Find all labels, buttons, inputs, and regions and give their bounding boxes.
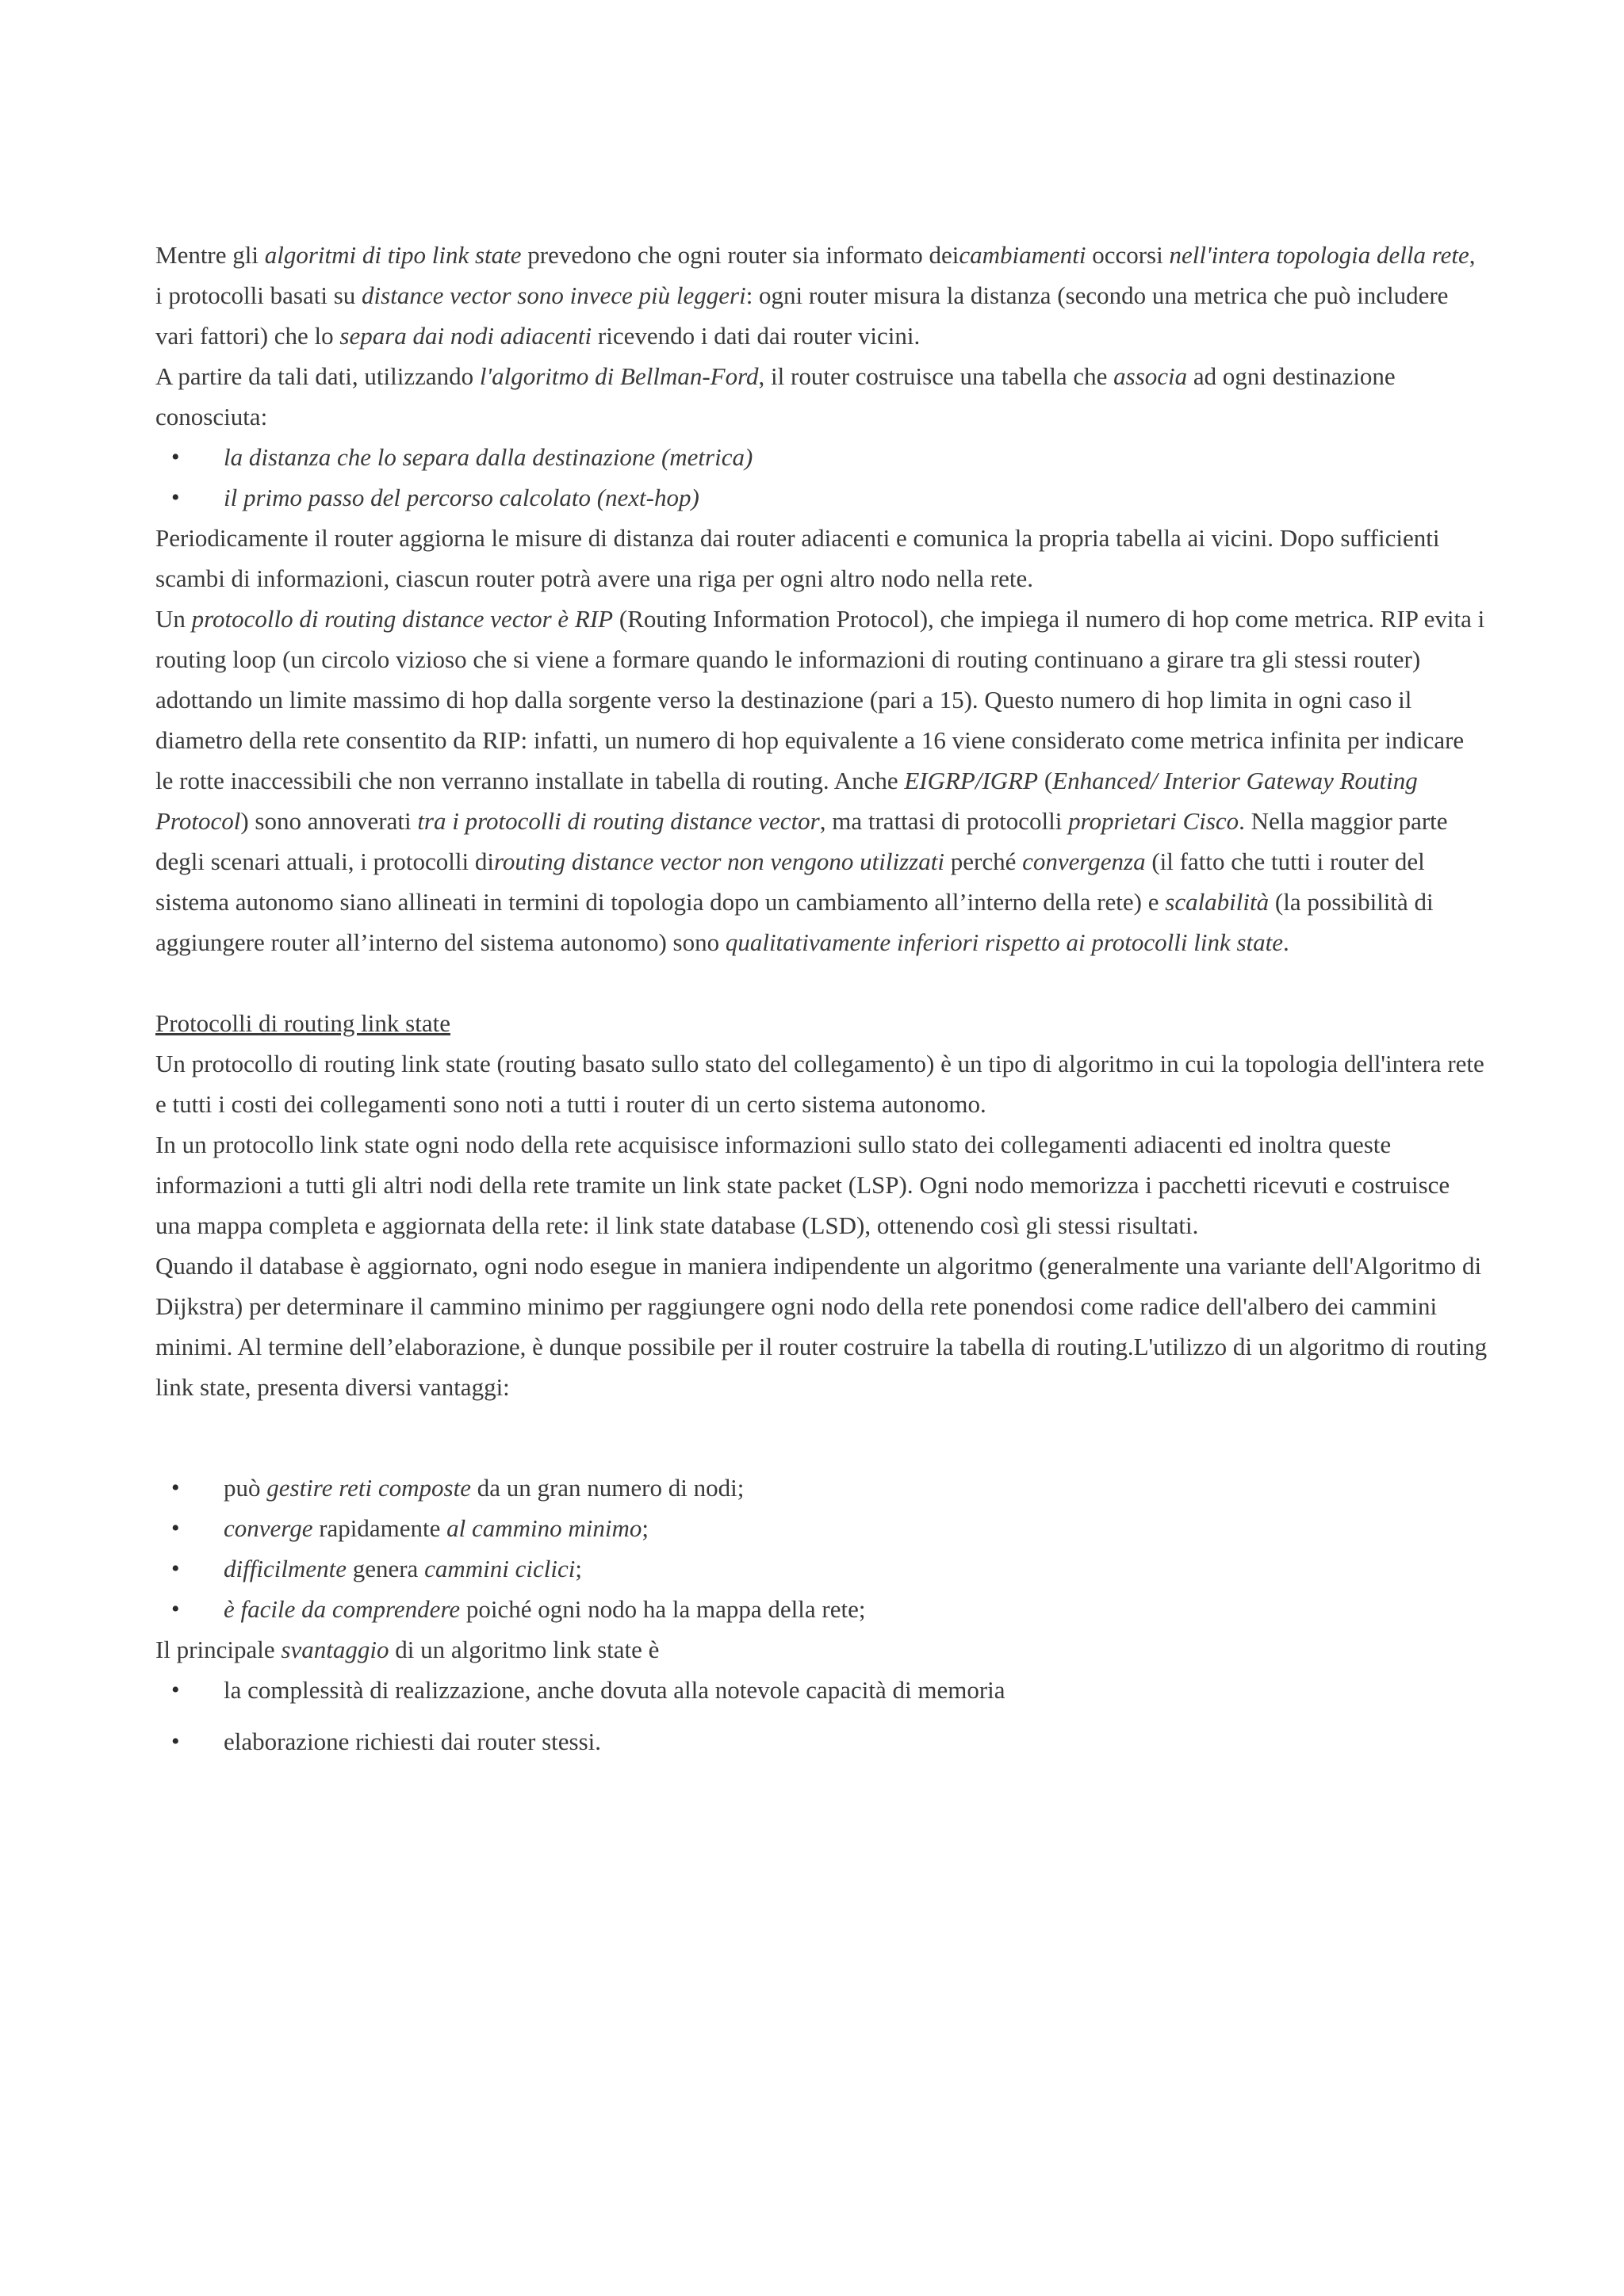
list-item	[155, 1468, 1488, 1508]
text-run: associa	[1113, 362, 1188, 390]
text-run: poiché ogni nodo ha la mappa della rete;	[460, 1595, 866, 1623]
text-run: svantaggio	[281, 1636, 389, 1663]
paragraph-bellman-ford	[155, 356, 1488, 437]
text-run: tra i protocolli di routing distance vector	[417, 807, 820, 835]
text-run: routing distance vector non vengono utilizzati	[494, 848, 944, 875]
text-run: algoritmi di tipo link state	[264, 241, 522, 269]
text-run: A partire da tali dati, utilizzando	[155, 362, 480, 390]
paragraph-link-state-packet	[155, 1124, 1488, 1246]
text-run: (	[1038, 767, 1053, 794]
text-run: può	[224, 1474, 267, 1502]
text-run: Enhanced/ Interior Gateway Routing Protocol	[155, 767, 1418, 835]
text-run: EIGRP/IGRP	[904, 767, 1039, 794]
text-run: difficilmente	[224, 1555, 347, 1582]
text-run: perché	[944, 848, 1023, 875]
list-item	[155, 1721, 1488, 1762]
text-run: : ogni router misura la distanza (secondo una metrica che può includere vari fattori) che lo	[155, 281, 1449, 350]
text-run: Quando il database è aggiornato, ogni nodo esegue in maniera indipendente un algoritmo (generalmente una variante dell'Algoritmo di Dijkstra) per determinare il cammino minimo per raggiungere ogni nodo della rete ponendosi come radice dell'albero dei cammini minimi. Al termine dell’elaborazione, è dunque possibile per il router costruire la tabella di routing.L'utilizzo di un algoritmo di routing link state, presenta diversi vantaggi:	[155, 1252, 1488, 1401]
text-run: elaborazione richiesti dai router stessi.	[224, 1728, 602, 1755]
text-run: cammini ciclici	[424, 1555, 576, 1582]
text-run: la distanza che lo separa dalla destinazione (metrica)	[224, 443, 753, 471]
text-run: Un	[155, 605, 192, 633]
text-run: Il principale	[155, 1636, 282, 1663]
list-item	[155, 1589, 1488, 1629]
text-run: , ma trattasi di protocolli	[819, 807, 1069, 835]
text-run: ) sono annoverati	[240, 807, 418, 835]
text-run: . Nella maggior parte degli scenari attuali, i protocolli di	[155, 807, 1448, 875]
text-run: prevedono che ogni router sia informato dei	[521, 241, 959, 269]
paragraph-disadvantage	[155, 1629, 1488, 1670]
text-run: Un protocollo di routing link state (routing basato sullo stato del collegamento) è un tipo di algoritmo in cui la topologia dell'intera rete e tutti i costi dei collegamenti sono noti a tutti i router di un certo sistema autonomo.	[155, 1050, 1484, 1118]
list-item	[155, 1548, 1488, 1589]
list-table-entries	[155, 437, 1488, 518]
section-heading-link-state: Protocolli di routing link state	[155, 1009, 450, 1037]
list-advantages	[155, 1468, 1488, 1629]
text-run: ad ogni destinazione conosciuta:	[155, 362, 1396, 430]
text-run: convergenza	[1022, 848, 1146, 875]
text-run: (il fatto che tutti i router del sistema autonomo siano allineati in termini di topologia dopo un cambiamento all’interno della rete) e	[155, 848, 1425, 916]
text-run: nell'intera topologia della rete	[1169, 241, 1469, 269]
text-run: ricevendo i dati dai router vicini.	[592, 322, 921, 350]
text-run: gestire reti composte	[266, 1474, 471, 1502]
text-run: occorsi	[1086, 241, 1170, 269]
text-run: ;	[642, 1514, 649, 1542]
list-item	[155, 1508, 1488, 1548]
text-run: rapidamente	[312, 1514, 447, 1542]
text-run: converge	[224, 1514, 313, 1542]
text-run: cambiamenti	[959, 241, 1086, 269]
text-run: separa dai nodi adiacenti	[339, 322, 592, 350]
text-run: Periodicamente il router aggiorna le misure di distanza dai router adiacenti e comunica la propria tabella ai vicini. Dopo sufficienti scambi di informazioni, ciascun router potrà avere una riga per ogni altro nodo nella rete.	[155, 524, 1440, 592]
spacer	[155, 1407, 1488, 1468]
text-run: da un gran numero di nodi;	[470, 1474, 745, 1502]
text-run: In un protocollo link state ogni nodo della rete acquisisce informazioni sullo stato dei collegamenti adiacenti ed inoltra queste informazioni a tutti gli altri nodi della rete tramite un link state packet (LSP). Ogni nodo memorizza i pacchetti ricevuti e costruisce una mappa completa e aggiornata della rete: il link state database (LSD), ottenendo così gli stessi risultati.	[155, 1131, 1450, 1239]
text-run: scalabilità	[1165, 888, 1270, 916]
text-run: è facile da comprendere	[224, 1595, 461, 1623]
text-run: la complessità di realizzazione, anche dovuta alla notevole capacità di memoria	[224, 1676, 1005, 1704]
text-run: proprietari Cisco	[1068, 807, 1239, 835]
paragraph-dijkstra	[155, 1246, 1488, 1407]
text-run: (Routing Information Protocol), che impiega il numero di hop come metrica. RIP evita i routing loop (un circolo vizioso che si viene a formare quando le informazioni di routing continuano a girare tra gli stessi router) adottando un limite massimo di hop dalla sorgente verso la destinazione (pari a 15). Questo numero di hop limita in ogni caso il diametro della rete consentito da RIP: infatti, un numero di hop equivalente a 16 viene considerato come metrica infinita per indicare le rotte inaccessibili che non verranno installate in tabella di routing. Anche	[155, 605, 1485, 794]
paragraph-link-state-definition	[155, 1043, 1488, 1124]
paragraph-distance-vector-intro	[155, 235, 1488, 356]
text-run: qualitativamente inferiori rispetto ai protocolli link state	[725, 928, 1284, 956]
list-item	[155, 437, 1488, 477]
text-run: , il router costruisce una tabella che	[758, 362, 1114, 390]
text-run: (la possibilità di aggiungere router all’interno del sistema autonomo) sono	[155, 888, 1434, 956]
document-page	[155, 235, 1488, 1762]
text-run: al cammino minimo	[446, 1514, 642, 1542]
text-run: Mentre gli	[155, 241, 265, 269]
paragraph-rip	[155, 599, 1488, 962]
list-item	[155, 1670, 1488, 1710]
text-run: .	[1283, 928, 1289, 956]
text-run: il primo passo del percorso calcolato (next-hop)	[224, 484, 699, 511]
text-run: genera	[346, 1555, 425, 1582]
text-run: distance vector sono invece più leggeri	[362, 281, 746, 309]
text-run: protocollo di routing distance vector è RIP	[191, 605, 614, 633]
text-run: ;	[575, 1555, 582, 1582]
paragraph-periodic-update	[155, 518, 1488, 599]
list-disadvantages	[155, 1670, 1488, 1762]
text-run: , i protocolli basati su	[155, 241, 1476, 309]
list-item	[155, 477, 1488, 518]
spacer	[155, 962, 1488, 1003]
text-run: l'algoritmo di Bellman-Ford	[479, 362, 759, 390]
text-run: di un algoritmo link state è	[389, 1636, 660, 1663]
